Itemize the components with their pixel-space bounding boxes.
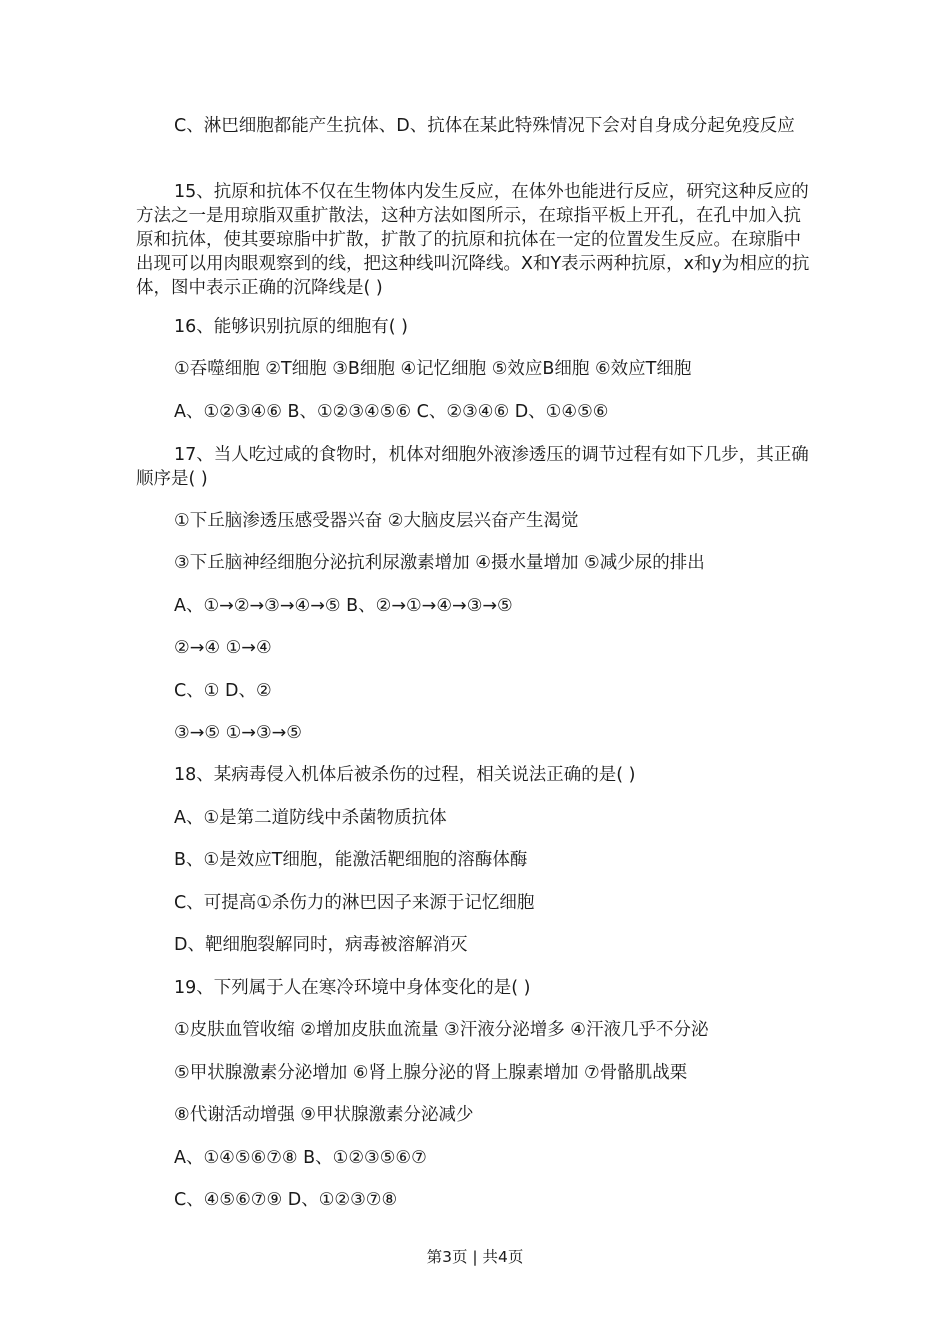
q17-options-ab-continued: ②→④ ①→④ bbox=[174, 638, 272, 658]
q19-stem: 19、下列属于人在寒冷环境中身体变化的是( ) bbox=[174, 978, 531, 998]
q17-options-ab: A、①→②→③→④→⑤ B、②→①→④→③→⑤ bbox=[174, 596, 513, 616]
q16-options: A、①②③④⑥ B、①②③④⑤⑥ C、②③④⑥ D、①④⑤⑥ bbox=[174, 402, 609, 422]
q16-items: ①吞噬细胞 ②T细胞 ③B细胞 ④记忆细胞 ⑤效应B细胞 ⑥效应T细胞 bbox=[174, 359, 692, 379]
q16-stem: 16、能够识别抗原的细胞有( ) bbox=[174, 317, 408, 337]
q17-options-cd-continued: ③→⑤ ①→③→⑤ bbox=[174, 723, 302, 743]
q18-option-c: C、可提高①杀伤力的淋巴因子来源于记忆细胞 bbox=[174, 893, 535, 913]
q15-stem: 15、抗原和抗体不仅在生物体内发生反应，在体外也能进行反应，研究这种反应的方法之一是用琼脂双重扩散法，这种方法如图所示，在琼指平板上开孔，在孔中加入抗原和抗体，使其要琼脂中扩散，扩散了的抗原和抗体在一定的位置发生反应。在琼脂中出现可以用肉眼观察到的线，把这种线叫沉降线。X和Y表示两种抗原，x和y为相应的抗体，图中表示正确的沉降线是( ) bbox=[136, 182, 810, 298]
page-footer: 第3页 | 共4页 bbox=[426, 1248, 524, 1266]
q18-option-a: A、①是第二道防线中杀菌物质抗体 bbox=[174, 808, 447, 828]
q18-option-d: D、靶细胞裂解同时，病毒被溶解消灭 bbox=[174, 935, 468, 955]
q19-options-ab: A、①④⑤⑥⑦⑧ B、①②③⑤⑥⑦ bbox=[174, 1148, 427, 1168]
q14-option-cd: C、淋巴细胞都能产生抗体、D、抗体在某此特殊情况下会对自身成分起免疫反应 bbox=[174, 116, 795, 136]
q19-options-cd: C、④⑤⑥⑦⑨ D、①②③⑦⑧ bbox=[174, 1190, 398, 1210]
q18-stem: 18、某病毒侵入机体后被杀伤的过程，相关说法正确的是( ) bbox=[174, 765, 636, 785]
q17-items-line-2: ③下丘脑神经细胞分泌抗利尿激素增加 ④摄水量增加 ⑤减少尿的排出 bbox=[174, 553, 705, 573]
q19-items-line-2: ⑤甲状腺激素分泌增加 ⑥肾上腺分泌的肾上腺素增加 ⑦骨骼肌战栗 bbox=[174, 1063, 688, 1083]
q17-stem: 17、当人吃过咸的食物时，机体对细胞外液渗透压的调节过程有如下几步，其正确顺序是( ) bbox=[136, 445, 809, 489]
q18-option-b: B、①是效应T细胞，能激活靶细胞的溶酶体酶 bbox=[174, 850, 528, 870]
q17-items-line-1: ①下丘脑渗透压感受器兴奋 ②大脑皮层兴奋产生渴觉 bbox=[174, 511, 579, 531]
q19-items-line-3: ⑧代谢活动增强 ⑨甲状腺激素分泌减少 bbox=[174, 1105, 474, 1125]
q19-items-line-1: ①皮肤血管收缩 ②增加皮肤血流量 ③汗液分泌增多 ④汗液几乎不分泌 bbox=[174, 1020, 709, 1040]
q17-options-cd: C、① D、② bbox=[174, 681, 272, 701]
